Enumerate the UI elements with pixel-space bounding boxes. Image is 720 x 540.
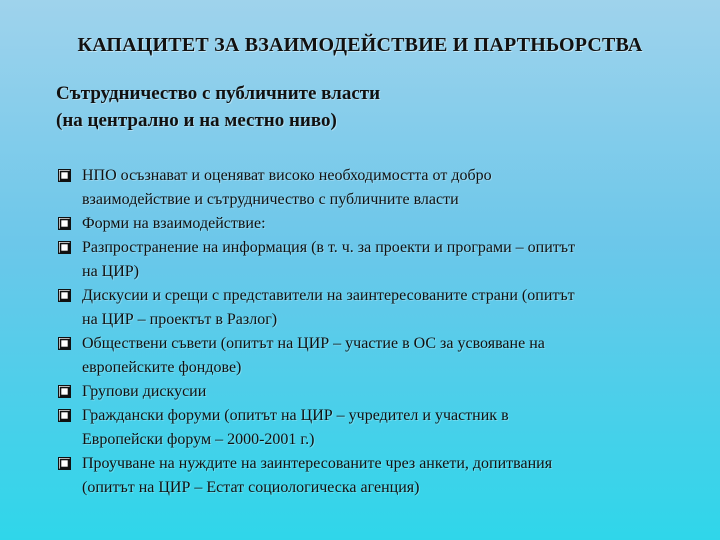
bullet-text-line: НПО осъзнават и оценяват високо необходимостта от добро: [82, 167, 492, 184]
bullet-item: [58, 284, 698, 332]
checkbox-bullet-icon: [58, 289, 71, 302]
bullet-text-line: Обществени съвети (опитът на ЦИР – участие в ОС за усвояване на: [82, 335, 545, 352]
bullet-item: [58, 404, 698, 452]
bullet-text-line: Разпространение на информация (в т. ч. за проекти и програми – опитът: [82, 239, 576, 256]
bullet-text-line: Европейски форум – 2000-2001 г.): [82, 431, 315, 448]
bullet-item: [58, 332, 698, 380]
checkbox-bullet-icon: [58, 337, 71, 350]
bullet-text-line: европейските фондове): [82, 359, 242, 376]
bullet-item: [58, 236, 698, 284]
bullet-item: [58, 212, 698, 236]
checkbox-bullet-icon: [58, 409, 71, 422]
slide-subtitle: [56, 80, 676, 134]
bullet-text-line: (опитът на ЦИР – Естат социологическа агенция): [82, 479, 420, 496]
checkbox-bullet-icon: [58, 385, 71, 398]
bullet-text-line: Граждански форуми (опитът на ЦИР – учредител и участник в: [82, 407, 509, 424]
subtitle-line: (на централно и на местно ниво): [56, 110, 337, 131]
bullet-text-line: Проучване на нуждите на заинтересованите чрез анкети, допитвания: [82, 455, 553, 472]
bullet-text-line: Групови дискусии: [82, 383, 207, 400]
bullet-item: [58, 164, 698, 212]
bullet-text-line: взаимодействие и сътрудничество с публичните власти: [82, 191, 459, 208]
bullet-text-line: на ЦИР – проектът в Разлог): [82, 311, 278, 328]
bullet-text-line: Дискусии и срещи с представители на заинтересованите страни (опитът: [82, 287, 575, 304]
bullet-item: [58, 380, 698, 404]
slide-title: КАПАЦИТЕТ ЗА ВЗАИМОДЕЙСТВИЕ И ПАРТНЬОРСТВА: [77, 34, 643, 56]
subtitle-line: Сътрудничество с публичните власти: [56, 83, 381, 104]
bullet-item: [58, 452, 698, 500]
checkbox-bullet-icon: [58, 241, 71, 254]
bullet-text-line: Форми на взаимодействие:: [82, 215, 266, 232]
bullet-list: [58, 164, 698, 500]
checkbox-bullet-icon: [58, 457, 71, 470]
checkbox-bullet-icon: [58, 217, 71, 230]
checkbox-bullet-icon: [58, 169, 71, 182]
bullet-text-line: на ЦИР): [82, 263, 139, 280]
